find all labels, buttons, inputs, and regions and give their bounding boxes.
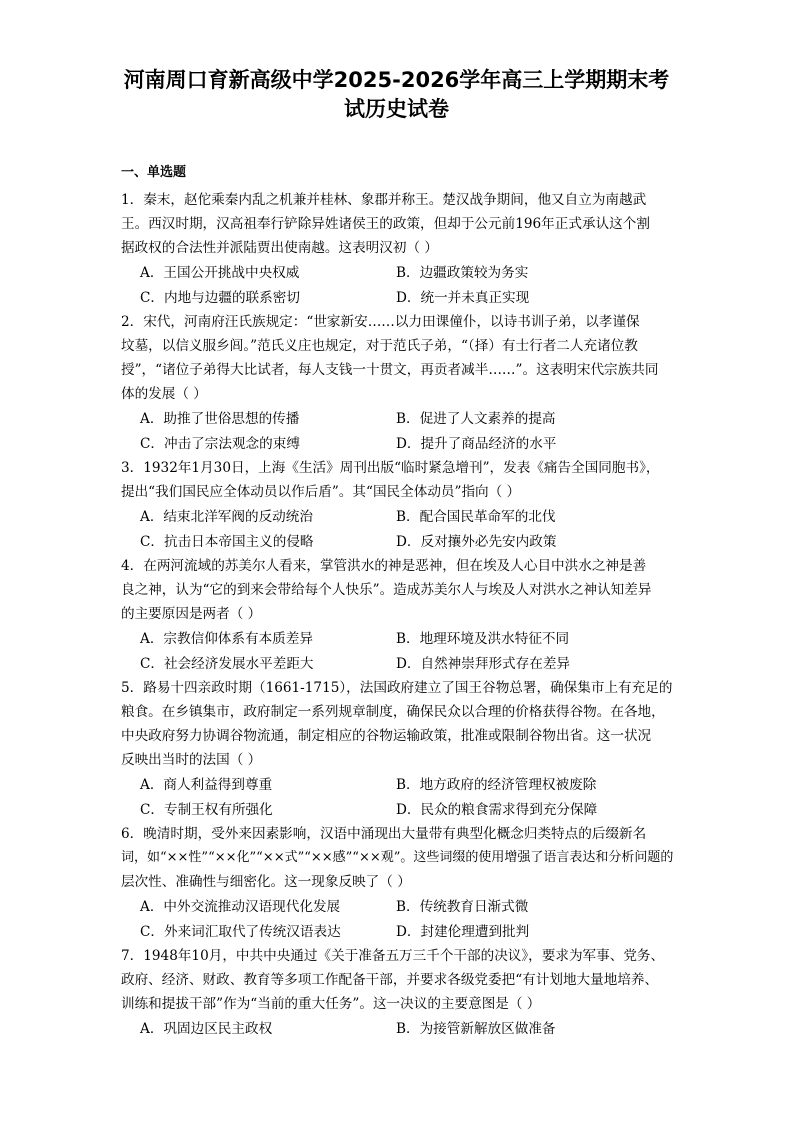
question-5-line-3: 中央政府努力协调谷物流通，制定相应的谷物运输政策，批准或限制谷物出省。这一状况 <box>121 728 652 744</box>
question-3-line-2: 提出“我们国民应全体动员以作后盾”。其“国民全体动员”指向（ ） <box>121 484 521 500</box>
question-7-option-b: B．为接管新解放区做准备 <box>396 1021 556 1037</box>
question-3-option-b: B．配合国民革命军的北伐 <box>396 509 556 525</box>
question-4-option-a: A．宗教信仰体系有本质差异 <box>140 631 313 647</box>
question-1-option-a: A．王国公开挑战中央权威 <box>140 265 300 281</box>
question-6-option-d: D．封建伦理遭到批判 <box>396 924 530 940</box>
title-line-2: 试历史试卷 <box>344 97 449 121</box>
question-6-line-1: 6．晚清时期，受外来因素影响，汉语中涌现出大量带有典型化概念归类特点的后缀新名 <box>121 826 647 842</box>
title-line-1: 河南周口育新高级中学2025-2026学年高三上学期期末考 <box>123 68 670 92</box>
question-2-option-b: B．促进了人文素养的提高 <box>396 411 556 427</box>
question-2-line-1: 2．宋代，河南府汪氏族规定：“世家新安……以力田课僮仆，以诗书训子弟，以孝谨保 <box>121 314 640 330</box>
question-5-option-a: A．商人利益得到尊重 <box>140 777 273 793</box>
question-5-option-d: D．民众的粮食需求得到充分保障 <box>396 802 598 818</box>
question-4-line-1: 4．在两河流域的苏美尔人看来，掌管洪水的神是恶神，但在埃及人心目中洪水之神是善 <box>121 558 647 574</box>
question-2-line-3: 授”，“诸位子弟得大比试者，每人支钱一十贯文，再贡者减半……”。这表明宋代宗族共同 <box>121 362 659 378</box>
question-1-option-d: D．统一并未真正实现 <box>396 290 530 306</box>
question-5-option-c: C．专制王权有所强化 <box>140 802 273 818</box>
question-5-option-b: B．地方政府的经济管理权被废除 <box>396 777 597 793</box>
question-1-line-3: 据政权的合法性并派陆贾出使南越。这表明汉初（ ） <box>121 240 438 256</box>
question-2-option-a: A．助推了世俗思想的传播 <box>140 411 300 427</box>
question-6-option-a: A．中外交流推动汉语现代化发展 <box>140 899 341 915</box>
question-2-line-4: 体的发展（ ） <box>121 386 207 402</box>
question-5-line-4: 反映出当时的法国（ ） <box>121 752 262 768</box>
section-heading: 一、单选题 <box>121 165 187 180</box>
question-6-option-b: B．传统教育日渐式微 <box>396 899 529 915</box>
question-4-line-3: 的主要原因是两者（ ） <box>121 606 262 622</box>
question-2-option-d: D．提升了商品经济的水平 <box>396 436 557 452</box>
question-3-option-a: A．结束北洋军阀的反动统治 <box>140 509 313 525</box>
question-4-option-b: B．地理环境及洪水特征不同 <box>396 631 570 647</box>
question-7-option-a: A．巩固边区民主政权 <box>140 1021 273 1037</box>
question-5-line-2: 粮食。在乡镇集市，政府制定一系列规章制度，确保民众以合理的价格获得谷物。在各地， <box>121 704 665 720</box>
question-6-line-2: 词，如“××性”“××化”“××式”“××感”“××观”。这些词缀的使用增强了语言表达和分析问题的 <box>121 850 674 865</box>
question-2-option-c: C．冲击了宗法观念的束缚 <box>140 436 300 452</box>
question-1-line-2: 王。西汉时期，汉高祖奉行铲除异姓诸侯王的政策，但却于公元前196年正式承认这个割 <box>121 216 650 232</box>
question-3-option-d: D．反对攘外必先安内政策 <box>396 534 557 550</box>
question-6-option-c: C．外来词汇取代了传统汉语表达 <box>140 924 341 940</box>
question-7-line-2: 政府、经济、财政、教育等多项工作配备干部，并要求各级党委把“有计划地大量地培养、 <box>121 972 659 988</box>
question-5-line-1: 5．路易十四亲政时期（1661-1715），法国政府建立了国王谷物总署，确保集市上有充足的 <box>121 680 673 696</box>
question-1-option-b: B．边疆政策较为务实 <box>396 265 529 281</box>
page-title <box>90 66 703 124</box>
question-4-line-2: 良之神，认为“它的到来会带给每个人快乐”。造成苏美尔人与埃及人对洪水之神认知差异 <box>121 582 652 598</box>
question-3-option-c: C．抗击日本帝国主义的侵略 <box>140 534 314 550</box>
question-2-line-2: 坟墓，以信义服乡闾。”范氏义庄也规定，对于范氏子弟，“（择）有士行者二人充诸位教 <box>121 338 638 354</box>
question-3-line-1: 3．1932年1月30日，上海《生活》周刊出版“临时紧急增刊”，发表《痛告全国同胞书》， <box>121 460 660 476</box>
question-1-option-c: C．内地与边疆的联系密切 <box>140 290 300 306</box>
question-1-line-1: 1．秦末，赵佗乘秦内乱之机兼并桂林、象郡并称王。楚汉战争期间，他又自立为南越武 <box>121 192 647 208</box>
question-7-line-3: 训练和提拔干部”作为“当前的重大任务”。这一决议的主要意图是（ ） <box>121 996 541 1012</box>
question-7-line-1: 7．1948年10月，中共中央通过《关于准备五万三千个干部的决议》，要求为军事、党务、 <box>121 948 665 964</box>
question-4-option-c: C．社会经济发展水平差距大 <box>140 656 314 672</box>
question-4-option-d: D．自然神崇拜形式存在差异 <box>396 656 571 672</box>
question-6-line-3: 层次性、准确性与细密化。这一现象反映了（ ） <box>121 874 411 890</box>
